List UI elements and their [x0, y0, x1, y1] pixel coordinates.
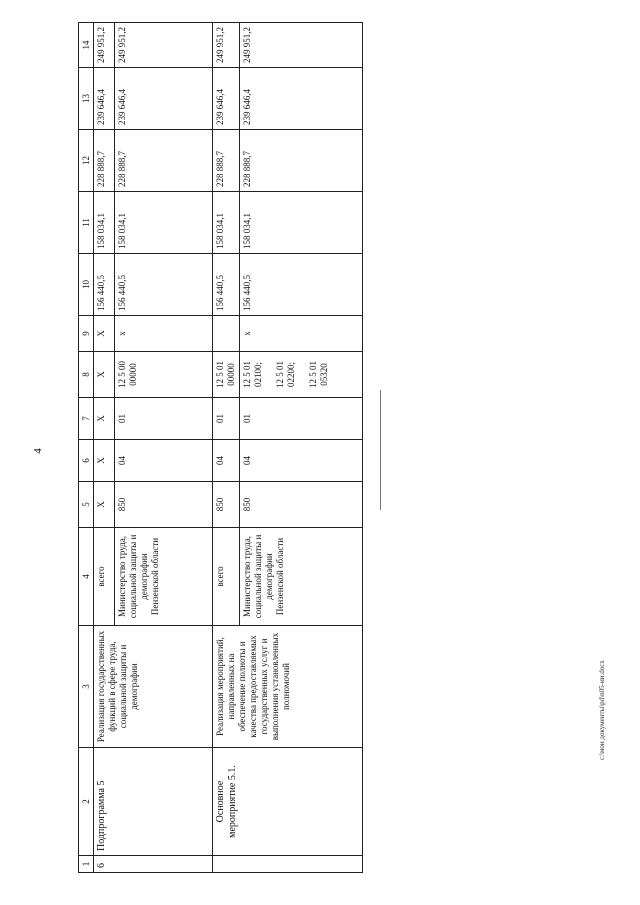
rz-cell: 04: [115, 440, 213, 482]
table-row: [94, 23, 115, 873]
grbs-cell: X: [94, 482, 115, 528]
value-cell: 239 646,4: [240, 68, 363, 130]
total-label: всего: [213, 528, 240, 626]
rz-cell: 04: [213, 440, 240, 482]
value-cell: 239 646,4: [115, 68, 213, 130]
value-cell: 249 951,2: [213, 23, 240, 68]
header-cell: 9: [79, 316, 94, 352]
separator-line: [380, 390, 381, 510]
value-cell: 228 888,7: [240, 130, 363, 192]
budget-table: [78, 22, 363, 873]
footer-file-path: c:\мои документы\pd\n05-ии.docx: [598, 660, 606, 760]
vr-cell: x: [240, 316, 363, 352]
header-cell: 4: [79, 528, 94, 626]
header-cell: 1: [79, 856, 94, 873]
value-cell: 158 034,1: [213, 192, 240, 254]
rotated-table-wrapper: [78, 23, 358, 873]
program-name: Реализация государственных функций в сфере труда, социальной защиты и демографии: [94, 626, 213, 748]
value-cell: 239 646,4: [213, 68, 240, 130]
page-number: 4: [31, 448, 44, 454]
total-label: всего: [94, 528, 115, 626]
pr-cell: X: [94, 398, 115, 440]
grbs-cell: 850: [240, 482, 363, 528]
program-cell: Подпрограмма 5: [94, 748, 213, 856]
program-name: Реализация мероприятий, направленных на обеспечение полноты и качества предоставляемых государственных услуг и выполнения установленных полномочий: [213, 626, 363, 748]
header-cell: 3: [79, 626, 94, 748]
ministry-label: Министерство труда, социальной защиты и демографии Пензенской области: [115, 528, 213, 626]
value-cell: 156 440,5: [115, 254, 213, 316]
header-cell: 7: [79, 398, 94, 440]
row-number: 6: [94, 856, 213, 873]
value-cell: 156 440,5: [213, 254, 240, 316]
header-cell: 11: [79, 192, 94, 254]
pr-cell: 01: [240, 398, 363, 440]
csr-code: 12 5 01 02100;: [242, 361, 263, 388]
value-cell: 158 034,1: [94, 192, 115, 254]
value-cell: 158 034,1: [240, 192, 363, 254]
pr-cell: 01: [115, 398, 213, 440]
header-row: [79, 23, 94, 873]
header-cell: 6: [79, 440, 94, 482]
value-cell: 249 951,2: [115, 23, 213, 68]
vr-cell: X: [94, 316, 115, 352]
value-cell: 249 951,2: [94, 23, 115, 68]
value-cell: 158 034,1: [115, 192, 213, 254]
rz-cell: 04: [240, 440, 363, 482]
value-cell: 228 888,7: [115, 130, 213, 192]
table-row: [213, 23, 240, 873]
csr-cell: [240, 352, 363, 398]
value-cell: 249 951,2: [240, 23, 363, 68]
row-number: [213, 856, 363, 873]
grbs-cell: 850: [115, 482, 213, 528]
header-cell: 8: [79, 352, 94, 398]
vr-cell: x: [115, 316, 213, 352]
header-cell: 10: [79, 254, 94, 316]
header-cell: 12: [79, 130, 94, 192]
csr-cell: X: [94, 352, 115, 398]
header-cell: 13: [79, 68, 94, 130]
value-cell: 228 888,7: [213, 130, 240, 192]
csr-cell: 12 5 00 00000: [115, 352, 213, 398]
csr-cell: 12 5 01 00000: [213, 352, 240, 398]
value-cell: 156 440,5: [94, 254, 115, 316]
rz-cell: X: [94, 440, 115, 482]
header-cell: 5: [79, 482, 94, 528]
grbs-cell: 850: [213, 482, 240, 528]
ministry-label: Министерство труда, социальной защиты и демографии Пензенской области: [240, 528, 363, 626]
value-cell: 156 440,5: [240, 254, 363, 316]
csr-code: 12 5 01 05320: [308, 361, 329, 388]
value-cell: 239 646,4: [94, 68, 115, 130]
program-cell: Основное мероприятие 5.1.: [213, 748, 363, 856]
pr-cell: 01: [213, 398, 240, 440]
csr-code: 12 5 01 02200;: [275, 361, 296, 388]
header-cell: 2: [79, 748, 94, 856]
header-cell: 14: [79, 23, 94, 68]
vr-cell: [213, 316, 240, 352]
value-cell: 228 888,7: [94, 130, 115, 192]
